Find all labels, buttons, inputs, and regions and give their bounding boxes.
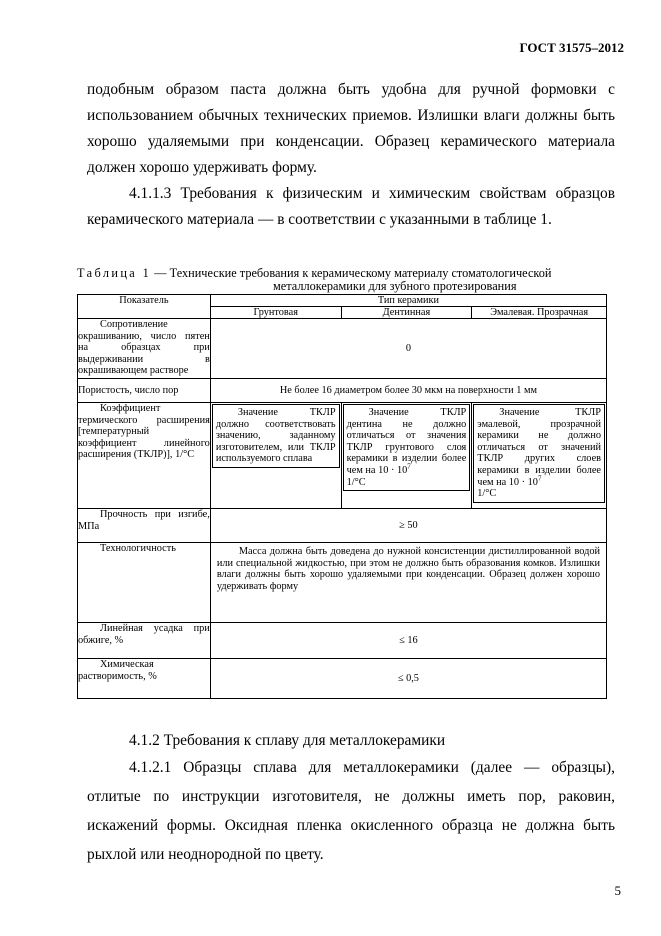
document-number: ГОСТ 31575–2012	[519, 40, 624, 55]
row-label-staining: Сопротивление окрашиванию, число пятен на образцах при выдерживании в окрашивающем растворе	[78, 319, 211, 379]
row-label-shrinkage: Линейная усадка при обжиге, %	[78, 623, 211, 659]
table-row	[78, 379, 607, 403]
table-row	[78, 623, 607, 659]
header-ceramic-type: Тип керамики	[210, 295, 606, 307]
table-row	[78, 403, 607, 509]
header-ground: Грунтовая	[210, 307, 341, 319]
row-value-solubility: ≤ 0,5	[210, 659, 606, 699]
table-caption-line1: — Технические требования к керамическому материалу стоматологической	[151, 266, 552, 280]
row-label-tclr: Коэффициент термического расширения [температурный коэффициент линейного расширения (ТКЛР)], 1/°С	[78, 403, 211, 509]
section-4-1-2-title: 4.1.2 Требования к сплаву для металлокерамики	[129, 732, 446, 749]
header-indicator: Показатель	[78, 295, 211, 319]
row-value-staining: 0	[210, 319, 606, 379]
table-row	[78, 509, 607, 543]
row-value-tclr-dentin: Значение ТКЛР дентина не должно отличаться от значения ТКЛР грунтового слоя керамики в изделии более чем на $10 \cdot 10^7$ 1/°С	[341, 403, 472, 509]
row-label-strength: Прочность при изгибе, МПа	[78, 509, 211, 543]
header-dentin: Дентинная	[341, 307, 472, 319]
row-label-porosity: Пористость, число пор	[78, 379, 211, 403]
table-caption-line2: металлокерамики для зубного протезирования	[273, 278, 517, 293]
row-value-strength: ≥ 50	[210, 509, 606, 543]
row-value-porosity: Не более 16 диаметром более 30 мкм на поверхности 1 мм	[210, 379, 606, 403]
row-label-solubility: Химическая растворимость, %	[78, 659, 211, 699]
table-row	[78, 543, 607, 623]
paragraph-4-1-1-3: 4.1.1.3 Требования к физическим и химическим свойствам образцов керамического материала — в соответствии с указанными в таблице 1.	[87, 185, 615, 228]
row-value-shrinkage: ≤ 16	[210, 623, 606, 659]
paragraph-4-1-2-1: 4.1.2.1 Образцы сплава для металлокерамики (далее — образцы), отлитые по инструкции изготовителя, не должны иметь пор, раковин, искажений формы. Оксидная пленка окисленного образца не должна быть рыхлой или неоднородной по цвету.	[87, 759, 615, 863]
row-value-tclr-ground: Значение ТКЛР должно соответствовать значению, заданному изготовителем, или ТКЛР используемого сплава	[210, 403, 341, 509]
page-number: 5	[614, 883, 621, 898]
row-label-workability: Технологичность	[78, 543, 211, 623]
table-header-row	[78, 295, 607, 307]
requirements-table	[77, 294, 607, 699]
table-row	[78, 659, 607, 699]
table-caption-prefix: Таблица 1	[77, 266, 152, 280]
table-caption	[77, 267, 617, 292]
header-enamel: Эмалевая. Прозрачная	[472, 307, 607, 319]
table-row	[78, 319, 607, 379]
row-value-tclr-enamel: Значение ТКЛР эмалевой, прозрачной керамики не должно отличаться от значений ТКЛР других слоев керамики в изделии более чем на $10 \cdot 10^7$ 1/°С	[472, 403, 607, 509]
row-value-workability: Масса должна быть доведена до нужной консистенции дистиллированной водой или специальной жидкостью, при этом не должно быть образования комков. Излишки влаги должны быть хорошо удаляемыми при конденсации. Образец должен хорошо удерживать форму	[210, 543, 606, 623]
paragraph-continuation: подобным образом паста должна быть удобна для ручной формовки с использованием обычных технических приемов. Излишки влаги должны быть хорошо удаляемыми при конденсации. Образец керамического материала должен хорошо удерживать форму.	[87, 81, 615, 176]
